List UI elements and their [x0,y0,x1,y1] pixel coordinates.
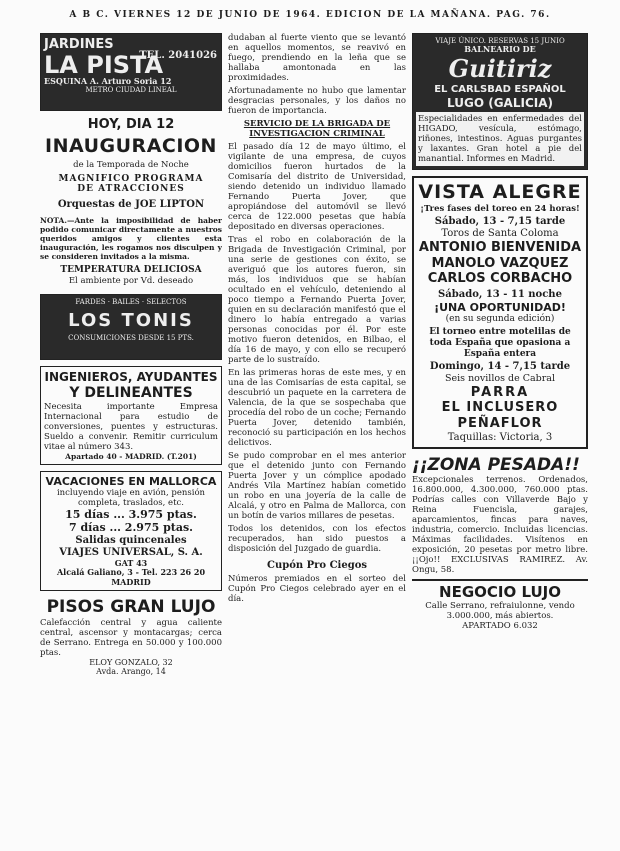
ingenieros-address: Apartado 40 - MADRID. (T.201) [65,451,197,461]
middle-column [228,33,406,838]
tonis-top: FARDES · BAILES · SELECTOS [75,298,187,307]
right-column [412,33,588,838]
vacaciones-line1: 15 días ... 3.975 ptas. [65,508,197,522]
guitiriz-text: Especialidades en enfermedades del HIGADO, vesícula, estómago, riñones, intestinos. Aguas purgantes y laxantes. Gran hotel a pie del manantial. Informes en Madrid. [416,112,584,166]
vacaciones-title: VACACIONES EN MALLORCA [45,474,217,488]
vacaciones-city: MADRID [111,576,151,587]
temp-text: El ambiente por Vd. deseado [68,276,194,287]
article-heading: SERVICIO DE LA BRIGADA DE INVESTIGACION CRIMINAL [243,119,391,140]
nota: NOTA.—Ante la imposibilidad de haber podido comunicar directamente a nuestros queridos amigos y clientes esta inauguración, les rogamos nos disculpen y se consideren invitados a la misma. [40,216,222,261]
vista-oportunidad: ¡UNA OPORTUNIDAD! [434,301,566,315]
guitiriz-sub: BALNEARIO DE [464,44,536,55]
negocio-ad [412,579,588,632]
vista-inclusero: EL INCLUSERO [441,400,559,416]
vista-novillos: Seis novillos de Cabral [445,373,555,385]
hoy-dia: HOY, DIA 12 [87,117,175,132]
tonis-name: LOS TONIS [68,309,194,331]
vista-alegre-ad [412,176,588,448]
inauguracion-title: INAUGURACION [45,134,217,157]
guitiriz-ad [412,33,588,170]
vacaciones-line2: 7 días ... 2.975 ptas. [68,521,194,535]
vista-edicion: (en su segunda edición) [445,314,555,325]
vista-torero3: CARLOS CORBACHO [427,271,573,287]
pista-address: ESQUINA A. Arturo Soria 12 [44,75,172,86]
vacaciones-gat: GAT 43 [114,557,148,568]
zona-pesada-ad [412,455,588,576]
vista-tres: ¡Tres fases del toreo en 24 horas! [420,204,580,215]
tonis-bottom: CONSUMICIONES DESDE 15 PTS. [68,334,194,343]
cupon-text: Números premiados en el sorteo del Cupón Pro Ciegos celebrado ayer en el día. [228,574,406,605]
los-tonis-ad [40,294,222,360]
vacaciones-salidas: Salidas quincenales [75,534,187,546]
negocio-apartado: APARTADO 6.032 [462,621,538,632]
pisos-contact: ELOY GONZALO, 32 [89,657,173,667]
vista-taquillas: Taquillas: Victoria, 3 [447,431,553,443]
pista-metro: METRO CIUDAD LINEAL [85,86,177,95]
vacaciones-text: incluyendo viaje en avión, pensión completa, traslados, etc. [56,487,206,509]
orquestas: Orquestas de JOE LIPTON [57,199,205,211]
pisos-title: PISOS GRAN LUJO [46,597,216,618]
article-paragraph: En las primeras horas de este mes, y en una de las Comisarías de esta capital, se descubrió un paquete en la carretera de Valencia, de la que se sospechaba que procedía del robo de un coche; Fernando Puerta Jover, detenido también, reconoció su participación en los hechos delictivos. [228,367,406,448]
article-paragraph: dudaban al fuerte viento que se levantó en aquellos momentos, se reavivó en fuego, prendiendo en la leña que se hallaba amontonada en las proximidades. [228,33,406,84]
vista-parra: PARRA [470,384,530,400]
pisos-text: Calefacción central y agua caliente central, ascensor y montacargas; cerca de Serrano. Entrega en 50.000 y 100.000 ptas. [40,617,222,658]
pisos-ad [40,597,222,677]
vista-torero1: ANTONIO BIENVENIDA [418,240,582,256]
article-paragraph: Tras el robo en colaboración de la Brigada de Investigación Criminal, por una serie de gestiones con éxito, se averiguó que los autores fueron, sin más, los individuos que se habían ocultado en el vehículo, deteniendo al poco tiempo a Fernando Puerta Jover, quien en su declaración manifestó que el dinero lo había entregado a varias personas conocidas por él. Por este motivo fueron detenidos, en Bilbao, el día 16 de mayo, y con ello se recuperó parte de lo sustraído. [228,234,406,365]
inauguracion-ad [40,117,222,286]
negocio-title: NEGOCIO LUJO [439,583,561,602]
temp-title: TEMPERATURA DELICIOSA [60,265,202,276]
zona-title: ¡¡ZONA PESADA!! [412,454,580,475]
pista-title1: JARDINES [44,37,114,52]
vista-sab2: Sábado, 13 - 11 noche [438,289,562,301]
programa2: DE ATRACCIONES [77,184,185,195]
pisos-address: Avda. Arango, 14 [96,667,166,677]
ingenieros-ad [40,366,222,464]
left-column [40,33,222,838]
vacaciones-ad [40,471,222,592]
pista-title2: LA PISTA [44,50,164,79]
vista-domingo: Domingo, 14 - 7,15 tarde [429,361,571,373]
article-paragraph: Se pudo comprobar en el mes anterior que el detenido junto con Fernando Puerta Jover y un cómplice apodado Andrés Vila Martínez habían cometido un robo en una joyería de la calle de Alcalá, y otro en Palma de Mallorca, con un botín de varios millares de pesetas. [228,450,406,522]
negocio-text: Calle Serrano, refraiulonne, vendo 3.000.000, más abiertos. [425,601,575,622]
ingenieros-title2: Y DELINEANTES [69,384,193,401]
pista-tel: TEL. 2041026 [139,50,217,61]
vista-torneo: El torneo entre motelilas de toda España que opasiona a España entera [429,327,571,359]
ingenieros-text: Necesita importante Empresa Internacional para estudio de conversiones, puentes y estructuras. Sueldo a convenir. Remitir curriculum vitae al número 343. [44,401,218,452]
programa1: MAGNIFICO PROGRAMA [58,173,204,184]
vista-sab1: Sábado, 13 - 7,15 tarde [434,216,566,228]
guitiriz-name: Guitiriz [448,53,552,83]
page-header: A B C. VIERNES 12 DE JUNIO DE 1964. EDICION DE LA MAÑANA. PAG. 76. [69,10,551,20]
vacaciones-address: Alcalá Galiano, 3 - Tel. 223 26 20 [56,567,206,578]
vacaciones-agency: VIAJES UNIVERSAL, S. A. [59,546,203,558]
la-pista-ad [40,33,222,111]
vista-title: VISTA ALEGRE [418,181,582,204]
guitiriz-place: LUGO (GALICIA) [447,95,553,110]
article-paragraph: Afortunadamente no hubo que lamentar desgracias personales, y los daños no fueron de importancia. [228,86,406,117]
article-paragraph: El pasado día 12 de mayo último, el vigilante de una empresa, de cuyos domicilios fueron hurtados de la Comisaría del distrito de Universidad, siendo detenido un individuo llamado Fernando Puerta Jover, que apropiándose del automóvil se llevó cerca de 122.000 pesetas que había depositado en diversas operaciones. [228,141,406,232]
guitiriz-tagline: EL CARLSBAD ESPAÑOL [434,83,566,95]
article-paragraph: Todos los detenidos, con los efectos recuperados, han sido puestos a disposición del Juzgado de guardia. [228,524,406,555]
cupon-title: Cupón Pro Ciegos [267,560,367,572]
guitiriz-top: VIAJE ÚNICO. RESERVAS 15 JUNIO [435,37,565,45]
vista-toros: Toros de Santa Coloma [441,228,559,240]
vista-torero2: MANOLO VAZQUEZ [431,255,569,271]
vista-penaflor: PEÑAFLOR [457,415,543,431]
temporada: de la Temporada de Noche [73,160,189,171]
zona-text: Excepcionales terrenos. Ordenados, 16.800.000, 4.300.000, 760.000 ptas. Podrías calles con Villaverde Bajo y Reina Fuencisla, garajes, aparcamientos, fincas para naves, industria, comercio. Incluidas licencias. Máximas facilidades. Visítenos en exposición, 20 pesetas por metro libre. ¡¡Ojo!! EXCLUSIVAS RAMIREZ. Av. Ongu, 58. [412,474,588,576]
ingenieros-title1: INGENIEROS, AYUDANTES [44,370,218,385]
